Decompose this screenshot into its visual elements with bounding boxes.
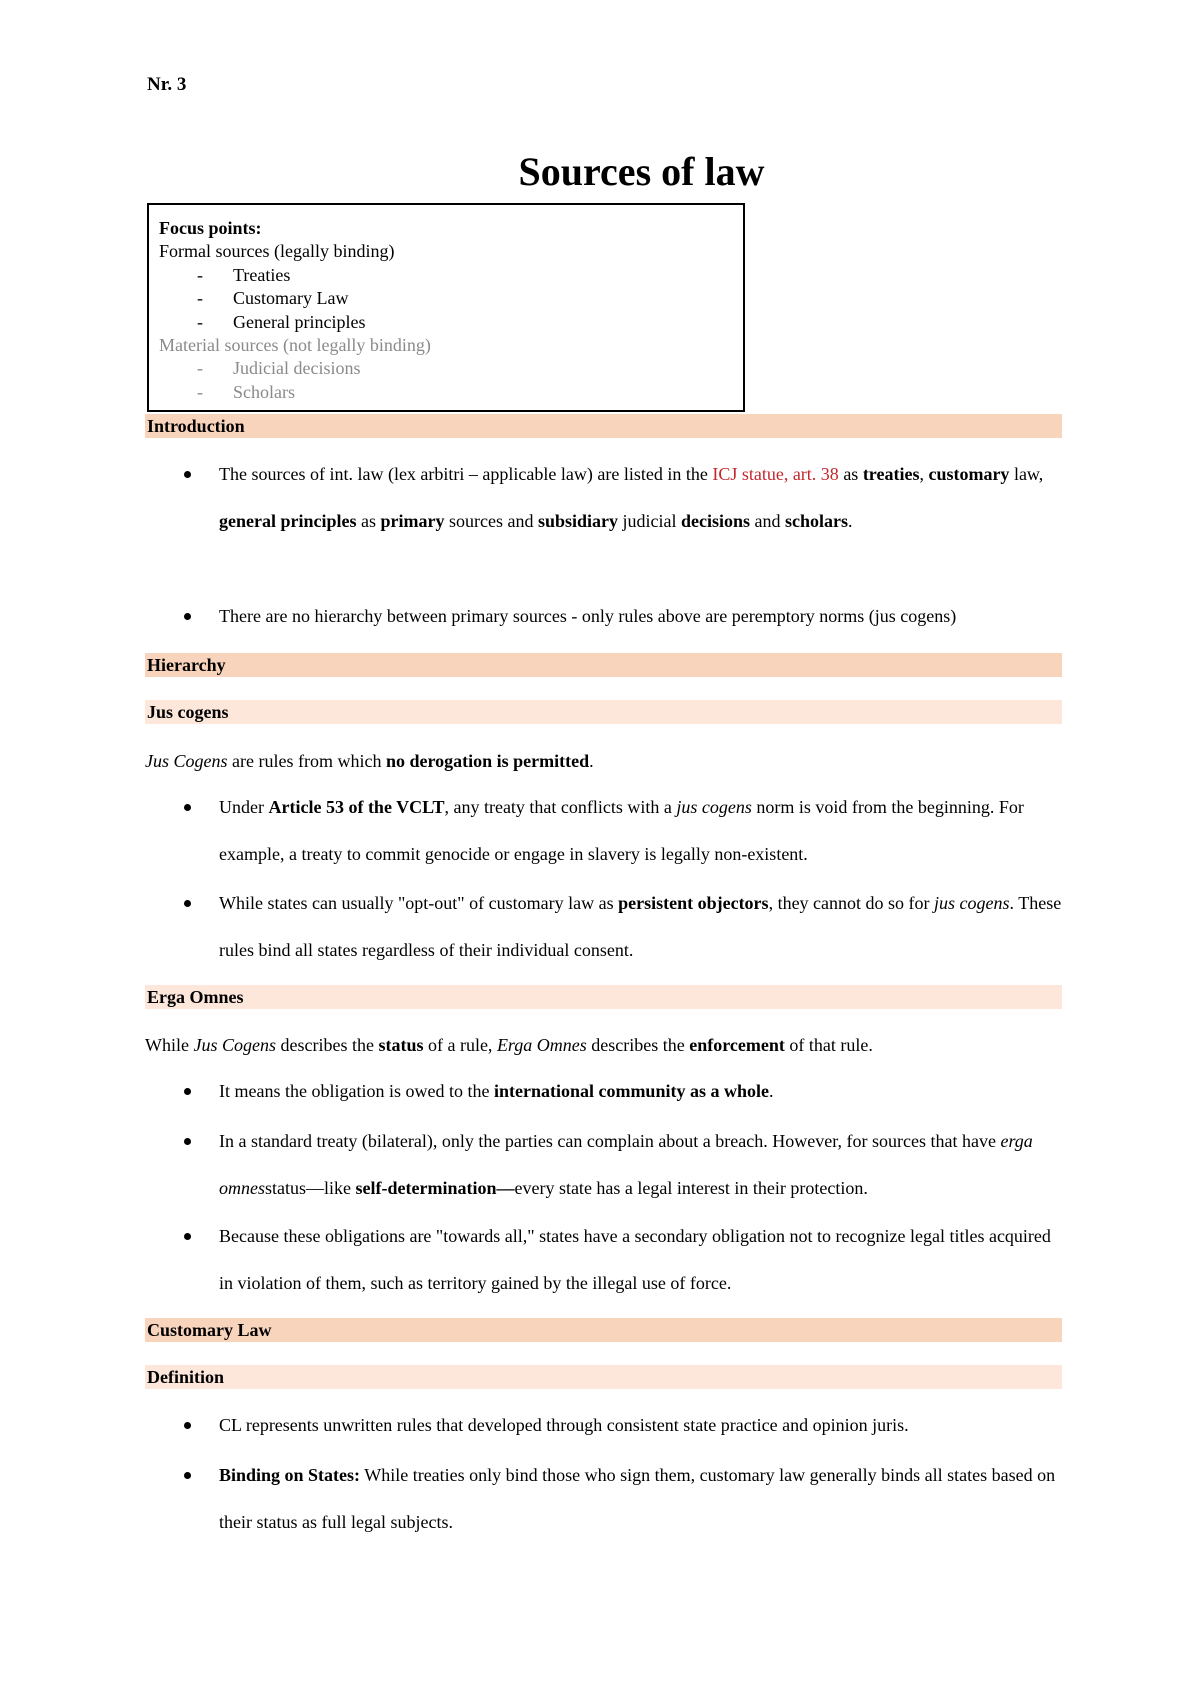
formal-item: - General principles xyxy=(197,311,366,332)
intro-bullet-2: There are no hierarchy between primary sources - only rules above are peremptory norms (jus cogens) xyxy=(219,593,1064,640)
formal-item: - Customary Law xyxy=(197,288,349,309)
erga-omnes-bullet-1: It means the obligation is owed to the international community as a whole. xyxy=(219,1068,1064,1115)
heading-jus-cogens: Jus cogens xyxy=(145,700,1062,724)
customary-law-bullet-1: CL represents unwritten rules that developed through consistent state practice and opinion juris. xyxy=(219,1402,1064,1449)
heading-introduction: Introduction xyxy=(145,414,1062,438)
formal-sources-label: Formal sources (legally binding) xyxy=(159,241,395,262)
erga-omnes-paragraph: While Jus Cogens describes the status of a rule, Erga Omnes describes the enforcement of that rule. xyxy=(145,1035,873,1055)
focus-heading: Focus points: xyxy=(159,218,262,238)
heading-erga-omnes: Erga Omnes xyxy=(145,985,1062,1009)
page-title: Sources of law xyxy=(518,149,765,194)
erga-omnes-bullet-2: In a standard treaty (bilateral), only the parties can complain about a breach. However, for sources that have erga omnesstatus—like self-determination—every state has a legal interest in their protection. xyxy=(219,1118,1064,1212)
icj-reference: ICJ statue, art. 38 xyxy=(712,464,839,484)
material-item: - Scholars xyxy=(197,381,295,402)
jus-cogens-bullet-1: Under Article 53 of the VCLT, any treaty that conflicts with a jus cogens norm is void from the beginning. For example, a treaty to commit genocide or engage in slavery is legally non-existent. xyxy=(219,784,1064,878)
customary-law-bullet-2: Binding on States: While treaties only bind those who sign them, customary law generally binds all states based on their status as full legal subjects. xyxy=(219,1452,1064,1546)
intro-bullet-1: The sources of int. law (lex arbitri – applicable law) are listed in the ICJ statue, art. 38 as treaties, customary law, general principles as primary sources and subsidiary judicial decisions and scholars. xyxy=(219,451,1064,545)
material-item: - Judicial decisions xyxy=(197,358,361,379)
heading-definition: Definition xyxy=(145,1365,1062,1389)
heading-hierarchy: Hierarchy xyxy=(145,653,1062,677)
focus-points-box xyxy=(147,203,745,412)
page-number: Nr. 3 xyxy=(147,74,187,95)
material-sources-label: Material sources (not legally binding) xyxy=(159,335,431,356)
erga-omnes-bullet-3: Because these obligations are "towards all," states have a secondary obligation not to recognize legal titles acquired in violation of them, such as territory gained by the illegal use of force. xyxy=(219,1213,1064,1307)
heading-customary-law: Customary Law xyxy=(145,1318,1062,1342)
formal-item: - Treaties xyxy=(197,264,291,285)
jus-cogens-bullet-2: While states can usually "opt-out" of customary law as persistent objectors, they cannot do so for jus cogens. These rules bind all states regardless of their individual consent. xyxy=(219,880,1064,974)
jus-cogens-paragraph: Jus Cogens are rules from which no derogation is permitted. xyxy=(145,751,594,771)
